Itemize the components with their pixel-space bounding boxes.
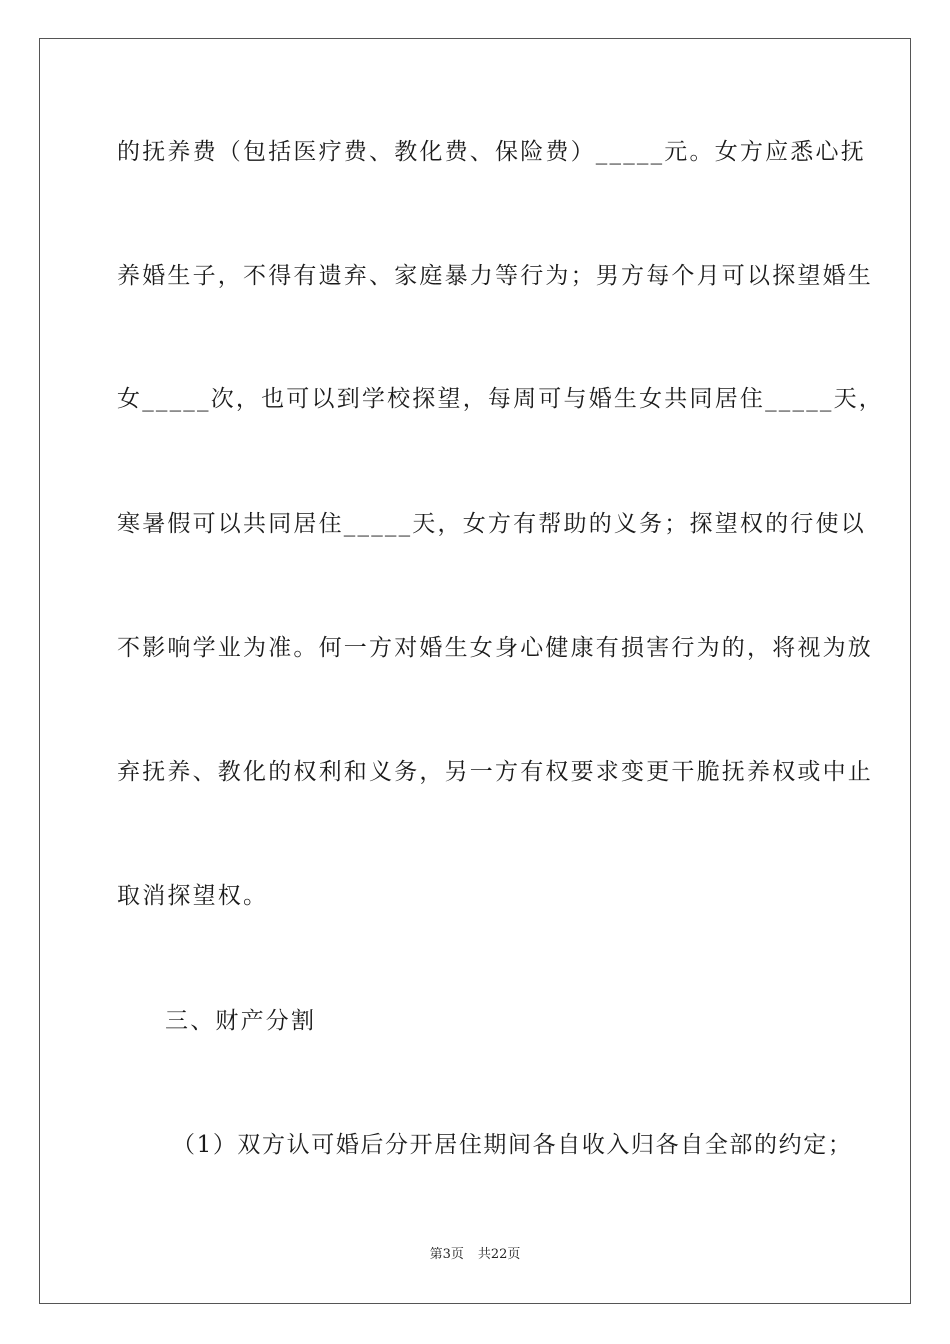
body-line-1: 的抚养费（包括医疗费、教化费、保险费）_____元。女方应悉心抚 [117,139,866,165]
page-frame [39,38,911,1304]
page-footer [0,1246,950,1264]
body-line-5: 不影响学业为准。何一方对婚生女身心健康有损害行为的，将视为放 [117,635,873,661]
body-line-7: 取消探望权。 [117,883,269,909]
clause-line: （1）双方认可婚后分开居住期间各自收入归各自全部的约定； [172,1132,853,1158]
section-heading: 三、财产分割 [165,1008,317,1034]
body-line-6: 弃抚养、教化的权利和义务，另一方有权要求变更干脆抚养权或中止 [117,759,873,785]
body-line-2: 养婚生子，不得有遗弃、家庭暴力等行为；男方每个月可以探望婚生 [117,263,873,289]
page-number: 第3页 [429,1247,464,1262]
body-line-4: 寒暑假可以共同居住_____天，女方有帮助的义务；探望权的行使以 [117,511,866,537]
page-total: 共22页 [477,1247,521,1262]
body-line-3: 女_____次，也可以到学校探望，每周可与婚生女共同居住_____天， [117,386,884,412]
